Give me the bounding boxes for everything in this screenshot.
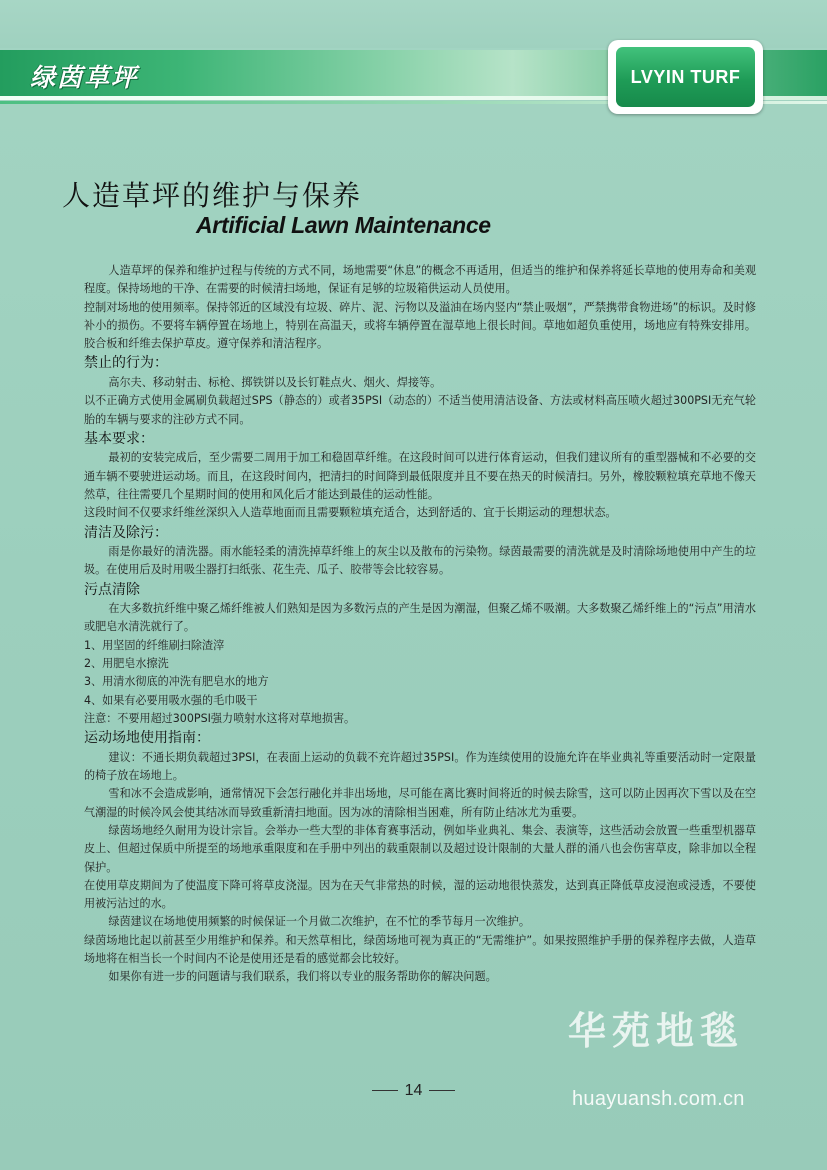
paragraph: 在大多数抗纤维中聚乙烯纤维被人们熟知是因为多数污点的产生是因为潮湿，但聚乙烯不吸潮。大多数聚乙烯纤维上的“污点”用清水或肥皂水清洗就行了。 (84, 602, 756, 634)
watermark-text: 华苑地毯 (568, 1009, 745, 1053)
paragraph: 在使用草皮期间为了使温度下降可将草皮浇湿。因为在天气非常热的时候，湿的运动地很快蒸发，达到真正降低草皮浸泡或浸透，不要使用被污沾过的水。 (84, 878, 756, 911)
watermark-url: huayuansh.com.cn (572, 1088, 745, 1110)
paragraph: 人造草坪的保养和维护过程与传统的方式不同，场地需要“休息”的概念不再适用，但适当的维护和保养将延长草地的使用寿命和美观程度。保持场地的干净、在需要的时候清扫场地，保证有足够的垃圾箱供运动人员使用。 (84, 264, 756, 296)
paragraph: 雪和冰不会造成影响，通常情况下会怎行融化并非出场地，尽可能在离比赛时间将近的时候去除雪，这可以防止因再次下雪以及在空气潮湿的时候冷风会使其结冰而导致重新清扫地面。因为冰的清除相当困难，所有防止结冰尤为重要。 (84, 787, 756, 819)
paragraph: 绿茵场地比起以前甚至少用维护和保养。和天然草相比，绿茵场地可视为真正的“无需维护”。如果按照维护手册的保养程序去做，人造草场地将在相当长一个时间内不论是使用还是看的感觉都会比较好。 (84, 933, 756, 965)
article-body (84, 262, 756, 987)
section-heading: 污点清除 (84, 581, 140, 598)
list-item: 4、如果有必要用吸水强的毛巾吸干 (84, 693, 258, 707)
section-heading: 基本要求： (84, 430, 154, 447)
paragraph: 雨是你最好的清洗器。雨水能轻柔的清洗掉草纤维上的灰尘以及散布的污染物。绿茵最需要的清洗就是及时清除场地使用中产生的垃圾。在使用后及时用吸尘器打扫纸张、花生壳、瓜子、胶带等会比较容易。 (84, 545, 756, 577)
note: 注意：不要用超过300PSI强力喷射水这将对草地损害。 (84, 711, 356, 725)
paragraph: 绿茵场地经久耐用为设计宗旨。会举办一些大型的非体育赛事活动，例如毕业典礼、集会、表演等，这些活动会放置一些重型机器草皮上、但超过保质中所提至的场地承重限度和在手册中列出的载重限制以及超过设计限制的大量人群的涌八也会伤害草皮，除非加以全程保护。 (84, 823, 756, 874)
paragraph: 高尔夫、移动射击、标枪、掷铁饼以及长钉鞋点火、烟火、焊接等。 (108, 375, 442, 389)
section-heading: 清洁及除污： (84, 524, 168, 541)
paragraph: 这段时间不仅要求纤维丝深织入人造草地面而且需要颗粒填充适合，达到舒适的、宜于长期运动的理想状态。 (84, 506, 617, 520)
section-heading: 运动场地使用指南： (84, 730, 210, 747)
paragraph: 最初的安装完成后，至少需要二周用于加工和稳固草纤维。在这段时间可以进行体育运动，但我们建议所有的重型器械和不必要的交通车辆不要驶进运动场。而且，在这段时间内，把清扫的时间降到最低限度并且不要在热天的时候清扫。另外，橡胶颗粒填充草地不像天然草，往往需要几个星期时间的使用和风化后才能达到最佳的运动性能。 (84, 451, 756, 501)
brand-badge: LVYIN TURF (616, 47, 755, 107)
page-subtitle: Artificial Lawn Maintenance (196, 212, 491, 238)
list-item: 2、用肥皂水擦洗 (84, 657, 169, 671)
divider (372, 1090, 398, 1091)
paragraph: 以不正确方式使用金属刷负载超过SPS（静态的）或者35PSI（动态的）不适当使用清洁设备、方法或材料高压喷火超过300PSI无充气轮胎的车辆与要求的注砂方式不同。 (84, 394, 756, 426)
brand-name: 绿茵草坪 (30, 63, 139, 92)
paragraph: 控制对场地的使用频率。保持邻近的区域没有垃圾、碎片、泥、污物以及溢油在场内竖内“禁止吸烟”，严禁携带食物进场”的标识。及时修补小的损伤。不要将车辆停置在场地上，特别在高温天，或将车辆停置在湿草地上很长时间。草地如超负重使用，场地应有特殊安排用。胶合板和纤维去保护草皮。遵守保养和清洁程序。 (84, 300, 756, 351)
list-item: 1、用坚固的纤维刷扫除渣滓 (84, 638, 225, 652)
paragraph: 如果你有进一步的问题请与我们联系，我们将以专业的服务帮助你的解决问题。 (108, 970, 497, 984)
page-number: 14 (404, 1082, 423, 1099)
paragraph: 建议：不通长期负载超过3PSI，在表面上运动的负载不充许超过35PSI。作为连续使用的设施允许在毕业典礼等重要活动时一定限量的椅子放在场地上。 (84, 750, 756, 783)
section-heading: 禁止的行为： (84, 355, 168, 372)
paragraph: 绿茵建议在场地使用频繁的时候保证一个月做二次维护，在不忙的季节每月一次维护。 (108, 915, 530, 929)
page-title: 人造草坪的维护与保养 (62, 179, 363, 212)
divider (429, 1090, 455, 1091)
list-item: 3、用清水彻底的冲洗有肥皂水的地方 (84, 675, 269, 689)
